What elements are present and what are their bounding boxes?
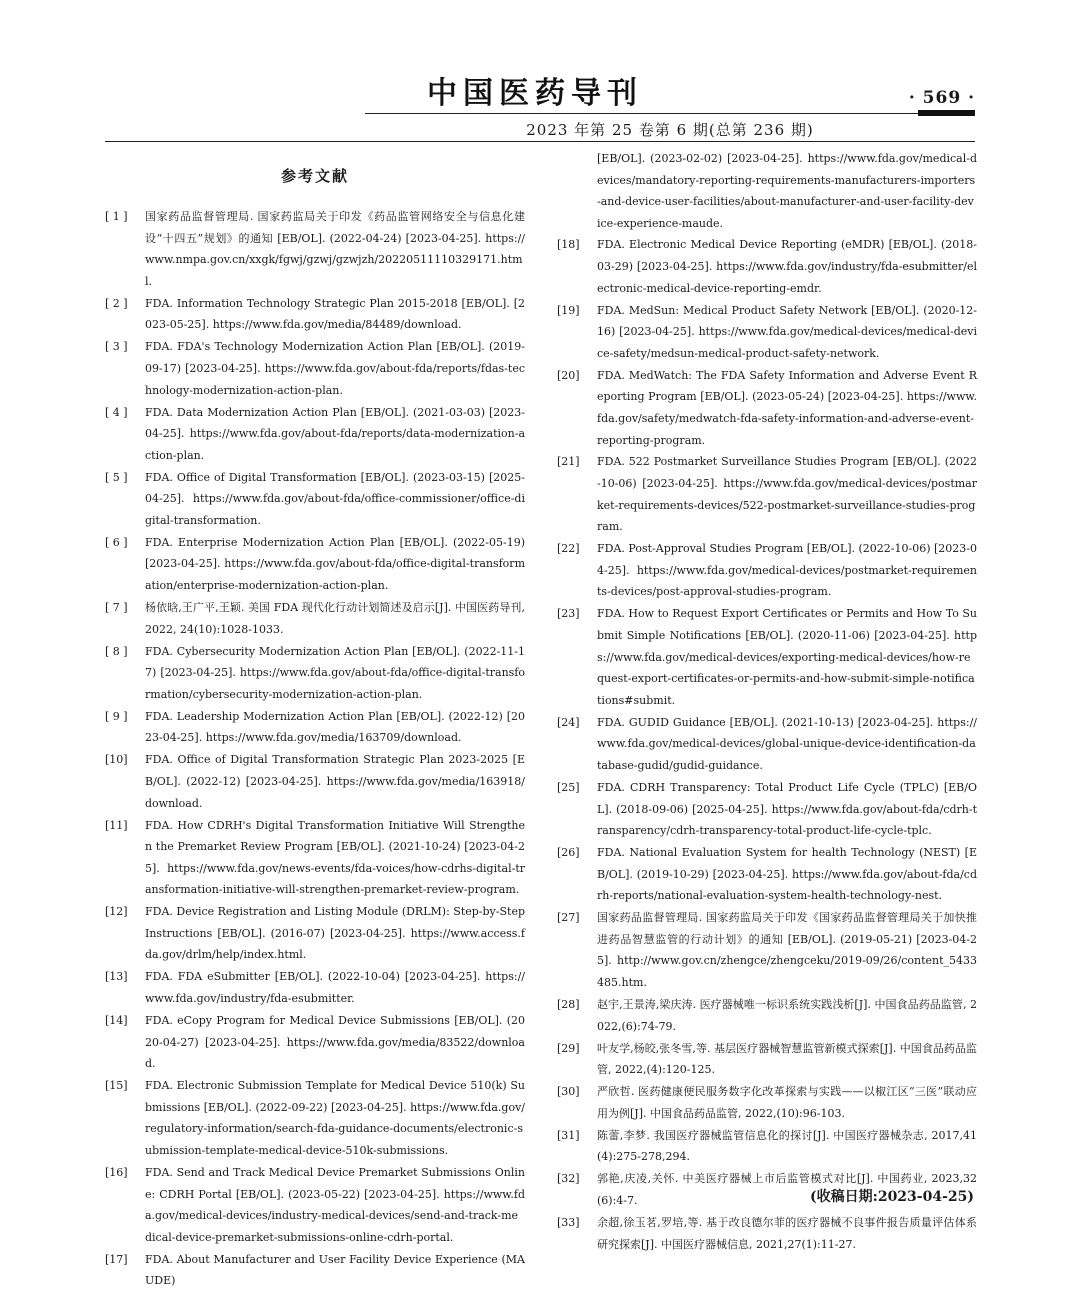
reference-item xyxy=(105,966,525,1009)
reference-text: FDA. Device Registration and Listing Module (DRLM): Step-by-Step Instructions [EB/OL]. (2016-07) [2023-04-25]. https://www.access.fda.gov/drlm/help/index.html. xyxy=(145,905,525,962)
reference-text: FDA. Send and Track Medical Device Premarket Submissions Online: CDRH Portal [EB/OL]. (2023-05-22) [2023-04-25]. https://www.fda.gov/medical-devices/industry-medical-devices/send-and-track-medical-device-premarket-submissions-online-cdrh-portal. xyxy=(145,1165,525,1244)
reference-text: 国家药品监督管理局. 国家药监局关于印发《国家药品监督管理局关于加快推进药品智慧监管的行动计划》的通知 [EB/OL]. (2019-05-21) [2023-04-25]. http://www.gov.cn/zhengce/zhengceku/2019-09/26/content_5433485.htm. xyxy=(597,911,977,990)
reference-number: [22] xyxy=(557,542,580,556)
header-rule xyxy=(365,113,975,114)
right-reference-list xyxy=(557,234,977,1255)
header-bar xyxy=(918,110,975,116)
reference-text: FDA. Electronic Submission Template for Medical Device 510(k) Submissions [EB/OL]. (2022-09-22) [2023-04-25]. https://www.fda.gov/regulatory-information/search-fda-guidance-documents/electronic-submission-template-medical-device-510k-submissions. xyxy=(145,1079,525,1157)
reference-item xyxy=(557,300,977,365)
reference-number: [16] xyxy=(105,1165,128,1179)
reference-item xyxy=(105,1075,525,1161)
reference-text: FDA. How to Request Export Certificates or Permits and How To Submit Simple Notifications [EB/OL]. (2020-11-06) [2023-04-25]. https://www.fda.gov/medical-devices/exporting-medical-devices/how-request-export-certificates-or-permits-and-how-submit-simple-notifications#submit. xyxy=(597,607,977,707)
masthead xyxy=(365,74,975,114)
reference-number: [12] xyxy=(105,905,128,919)
reference-number: [21] xyxy=(557,455,580,469)
reference-number: [23] xyxy=(557,607,580,621)
reference-text: FDA. Cybersecurity Modernization Action Plan [EB/OL]. (2022-11-17) [2023-04-25]. https://www.fda.gov/about-fda/office-digital-transformation/cybersecurity-modernization-action-plan. xyxy=(145,644,525,701)
reference-text: 国家药品监督管理局. 国家药监局关于印发《药品监管网络安全与信息化建设“十四五”规划》的通知 [EB/OL]. (2022-04-24) [2023-04-25]. https://www.nmpa.gov.cn/xxgk/fgwj/gzwj/gzwjzh/20220511110329171.html. xyxy=(145,210,525,288)
reference-item xyxy=(105,901,525,966)
reference-number: [13] xyxy=(105,970,128,984)
reference-text: FDA. Electronic Medical Device Reporting (eMDR) [EB/OL]. (2018-03-29) [2023-04-25]. https://www.fda.gov/industry/fda-esubmitter/electronic-medical-device-reporting-emdr. xyxy=(597,238,977,295)
reference-number: [ 9 ] xyxy=(105,709,128,723)
reference-text: FDA. About Manufacturer and User Facility Device Experience (MAUDE) xyxy=(145,1252,525,1288)
reference-number: [33] xyxy=(557,1215,580,1229)
reference-text: FDA. eCopy Program for Medical Device Submissions [EB/OL]. (2020-04-27) [2023-04-25]. https://www.fda.gov/media/83522/download. xyxy=(145,1014,525,1071)
reference-text: 郭艳,庆凌,关怀. 中美医疗器械上市后监管模式对比[J]. 中国药业, 2023,32(6):4-7. xyxy=(597,1172,977,1207)
reference-number: [17] xyxy=(105,1252,128,1266)
reference-text: FDA. Post-Approval Studies Program [EB/OL]. (2022-10-06) [2023-04-25]. https://www.fda.gov/medical-devices/postmarket-requirements-devices/post-approval-studies-program. xyxy=(597,542,977,599)
reference-text: FDA. MedWatch: The FDA Safety Information and Adverse Event Reporting Program [EB/OL]. (2023-05-24) [2023-04-25]. https://www.fda.gov/safety/medwatch-fda-safety-information-and-adverse-event-reporting-program. xyxy=(597,368,977,447)
reference-text: FDA. 522 Postmarket Surveillance Studies Program [EB/OL]. (2022-10-06) [2023-04-25]. https://www.fda.gov/medical-devices/postmarket-requirements-devices/522-postmarket-surveillance-studies-program. xyxy=(597,455,977,534)
reference-text: FDA. GUDID Guidance [EB/OL]. (2021-10-13) [2023-04-25]. https://www.fda.gov/medical-devices/global-unique-device-identification-database-gudid/gudid-guidance. xyxy=(597,715,977,772)
reference-text: FDA. MedSun: Medical Product Safety Network [EB/OL]. (2020-12-16) [2023-04-25]. https://www.fda.gov/medical-devices/medical-device-safety/medsun-medical-product-safety-network. xyxy=(597,303,977,360)
page-number: · 569 · xyxy=(908,88,975,108)
reference-number: [15] xyxy=(105,1079,128,1093)
reference-number: [ 1 ] xyxy=(105,210,128,223)
reference-text: 陈蕾,李梦. 我国医疗器械监管信息化的探讨[J]. 中国医疗器械杂志, 2017,41(4):275-278,294. xyxy=(597,1128,977,1164)
reference-text: FDA. Enterprise Modernization Action Plan [EB/OL]. (2022-05-19) [2023-04-25]. https://www.fda.gov/about-fda/office-digital-transformation/enterprise-modernization-action-plan. xyxy=(145,535,525,593)
reference-item xyxy=(557,777,977,842)
reference-number: [28] xyxy=(557,998,580,1012)
reference-item xyxy=(557,538,977,603)
reference-item xyxy=(105,467,525,532)
reference-text: FDA. Information Technology Strategic Plan 2015-2018 [EB/OL]. [2023-05-25]. https://www.fda.gov/media/84489/download. xyxy=(145,296,525,332)
reference-text: FDA. FDA's Technology Modernization Action Plan [EB/OL]. (2019-09-17) [2023-04-25]. https://www.fda.gov/about-fda/reports/fdas-technology-modernization-action-plan. xyxy=(145,340,525,397)
reference-number: [ 5 ] xyxy=(105,470,128,484)
reference-item xyxy=(105,749,525,814)
reference-text: FDA. Data Modernization Action Plan [EB/OL]. (2021-03-03) [2023-04-25]. https://www.fda.gov/about-fda/reports/data-modernization-action-plan. xyxy=(145,405,525,462)
reference-text: FDA. National Evaluation System for health Technology (NEST) [EB/OL]. (2019-10-29) [2023-04-25]. https://www.fda.gov/about-fda/cdrh-reports/national-evaluation-system-health-technology-nest. xyxy=(597,846,977,903)
reference-item xyxy=(105,402,525,467)
reference-item xyxy=(557,451,977,537)
reference-number: [19] xyxy=(557,303,580,317)
reference-text: FDA. CDRH Transparency: Total Product Life Cycle (TPLC) [EB/OL]. (2018-09-06) [2025-04-25]. https://www.fda.gov/about-fda/cdrh-transparency/cdrh-transparency-total-product-life-cycle-tplc. xyxy=(597,780,977,838)
reference-item xyxy=(557,994,977,1037)
reference-number: [ 8 ] xyxy=(105,644,128,658)
reference-item xyxy=(557,712,977,777)
reference-item xyxy=(557,1038,977,1081)
reference-number: [ 3 ] xyxy=(105,340,128,354)
issue-rule xyxy=(105,141,975,142)
left-column xyxy=(105,148,525,1292)
reference-number: [18] xyxy=(557,238,580,252)
reference-item xyxy=(105,706,525,749)
reference-number: [25] xyxy=(557,780,580,794)
reference-text: FDA. How CDRH's Digital Transformation Initiative Will Strengthen the Premarket Review Program [EB/OL]. (2021-10-24) [2023-04-25]. https://www.fda.gov/news-events/fda-voices/how-cdrhs-digital-transformation-initiative-will-strengthen-premarket-review-program. xyxy=(145,818,525,897)
reference-text: 叶友学,杨皎,张冬雪,等. 基层医疗器械智慧监管新模式探索[J]. 中国食品药品监管, 2022,(4):120-125. xyxy=(597,1041,977,1077)
reference-item xyxy=(105,815,525,901)
reference-continuation: [EB/OL]. (2023-02-02) [2023-04-25]. https://www.fda.gov/medical-devices/mandatory-reporting-requirements-manufacturers-importers-and-device-user-facilities/about-manufacturer-and-user-facility-device-experience-maude. xyxy=(597,152,977,230)
reference-number: [ 6 ] xyxy=(105,535,128,549)
reference-text: FDA. Office of Digital Transformation Strategic Plan 2023-2025 [EB/OL]. (2022-12) [2023-04-25]. https://www.fda.gov/media/163918/download. xyxy=(145,753,525,810)
reference-item xyxy=(105,641,525,706)
left-reference-list xyxy=(105,206,525,1292)
reference-number: [31] xyxy=(557,1128,580,1142)
reference-number: [30] xyxy=(557,1085,580,1099)
reference-item xyxy=(557,1081,977,1124)
reference-number: [10] xyxy=(105,753,128,767)
reference-item xyxy=(557,842,977,907)
journal-title: 中国医药导刊 xyxy=(427,76,643,111)
reference-item xyxy=(105,597,525,640)
reference-text: FDA. FDA eSubmitter [EB/OL]. (2022-10-04) [2023-04-25]. https://www.fda.gov/industry/fda-esubmitter. xyxy=(145,970,525,1006)
reference-number: [26] xyxy=(557,846,580,860)
reference-item xyxy=(557,907,977,993)
reference-number: [ 7 ] xyxy=(105,601,128,615)
reference-number: [ 2 ] xyxy=(105,296,128,310)
received-date: (收稿日期:2023-04-25) xyxy=(810,1189,974,1205)
reference-text: 赵宇,王景涛,梁庆涛. 医疗器械唯一标识系统实践浅析[J]. 中国食品药品监管, 2022,(6):74-79. xyxy=(597,998,977,1033)
reference-number: [14] xyxy=(105,1014,128,1028)
references-heading: 参考文献 xyxy=(280,167,349,185)
reference-number: [11] xyxy=(105,818,128,832)
reference-item xyxy=(557,1125,977,1168)
reference-item xyxy=(105,293,525,336)
reference-number: [20] xyxy=(557,368,580,382)
reference-item xyxy=(105,1249,525,1292)
reference-text: FDA. Office of Digital Transformation [EB/OL]. (2023-03-15) [2025-04-25]. https://www.fda.gov/about-fda/office-commissioner/office-digital-transformation. xyxy=(145,470,525,527)
reference-item xyxy=(557,365,977,451)
reference-item xyxy=(105,1162,525,1248)
reference-number: [29] xyxy=(557,1041,580,1055)
reference-item xyxy=(557,603,977,711)
issue-line: 2023 年第 25 卷第 6 期(总第 236 期) xyxy=(526,121,814,139)
right-column xyxy=(557,148,977,1256)
reference-text: 杨依晗,王广平,王颖. 美国 FDA 现代化行动计划简述及启示[J]. 中国医药导刊, 2022, 24(10):1028-1033. xyxy=(145,601,525,636)
reference-text: 余超,徐玉茗,罗培,等. 基于改良德尔菲的医疗器械不良事件报告质量评估体系研究探索[J]. 中国医疗器械信息, 2021,27(1):11-27. xyxy=(597,1215,977,1251)
reference-number: [24] xyxy=(557,715,580,729)
reference-item xyxy=(105,532,525,597)
reference-item xyxy=(105,336,525,401)
reference-item xyxy=(105,1010,525,1075)
reference-number: [32] xyxy=(557,1172,580,1186)
reference-item xyxy=(557,1212,977,1255)
reference-number: [ 4 ] xyxy=(105,405,128,419)
reference-text: 严欣哲. 医药健康便民服务数字化改革探索与实践——以椒江区“三医”联动应用为例[J]. 中国食品药品监管, 2022,(10):96-103. xyxy=(597,1085,977,1120)
reference-number: [27] xyxy=(557,911,580,925)
reference-item xyxy=(557,234,977,299)
reference-text: FDA. Leadership Modernization Action Plan [EB/OL]. (2022-12) [2023-04-25]. https://www.fda.gov/media/163709/download. xyxy=(145,709,525,745)
reference-item xyxy=(105,206,525,292)
